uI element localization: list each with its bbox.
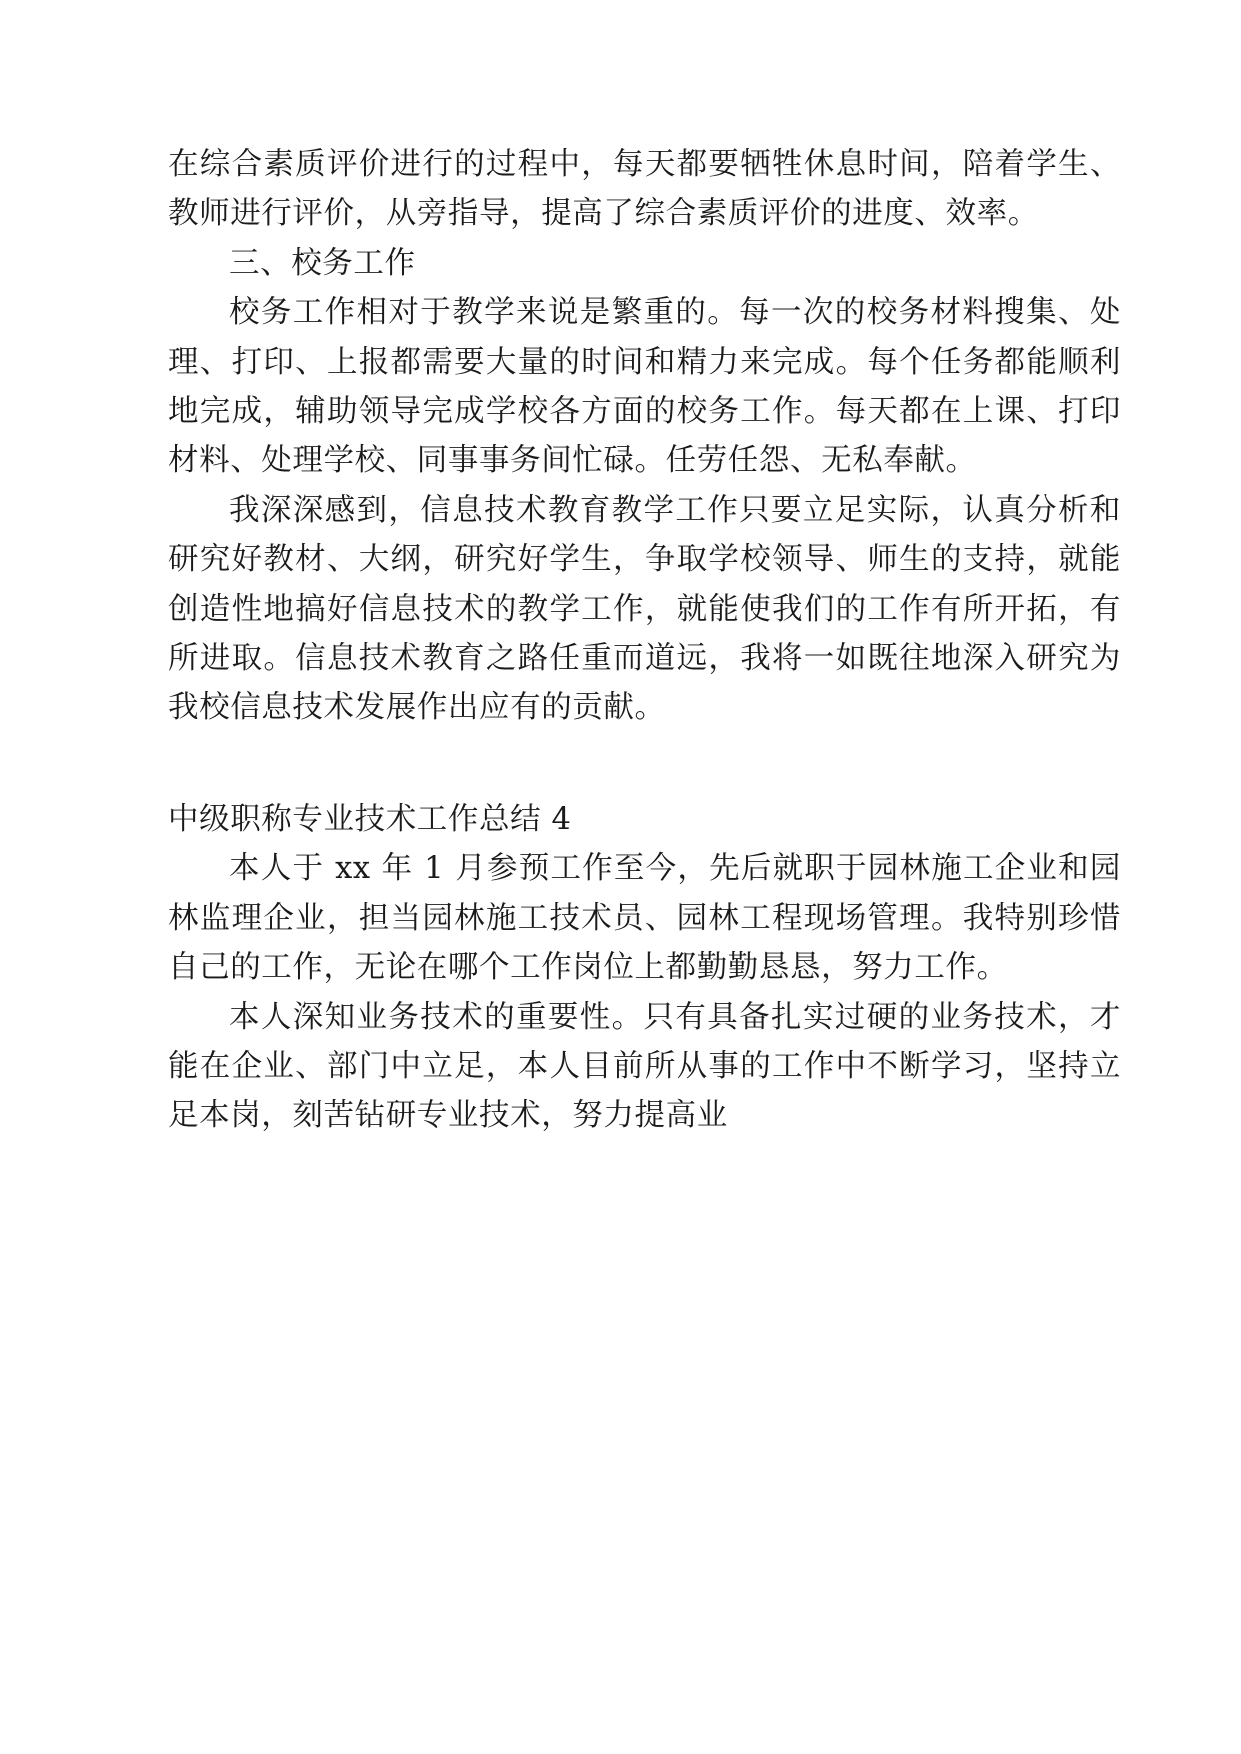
paragraph-career-intro: 本人于 xx 年 1 月参预工作至今，先后就职于园林施工企业和园林监理企业，担当园林施工技术员、园林工程现场管理。我特别珍惜自己的工作，无论在哪个工作岗位上都勤勤恳恳，努力工作。 <box>168 851 1121 986</box>
document-subtitle-four: 中级职称专业技术工作总结 4 <box>168 801 572 837</box>
document-body <box>168 140 1121 1141</box>
paragraph-reflection: 我深深感到，信息技术教育教学工作只要立足实际，认真分析和研究好教材、大纲，研究好学生，争取学校领导、师生的支持，就能创造性地搞好信息技术的教学工作，就能使我们的工作有所开拓，有所进取。信息技术教育之路任重而道远，我将一如既往地深入研究为我校信息技术发展作出应有的贡献。 <box>168 492 1121 726</box>
paragraph-continuation: 在综合素质评价进行的过程中，每天都要牺牲休息时间，陪着学生、教师进行评价，从旁指导，提高了综合素质评价的进度、效率。 <box>168 147 1121 232</box>
section-spacer <box>168 733 1121 795</box>
section-heading-three: 三、校务工作 <box>229 245 416 281</box>
paragraph-technical-skills: 本人深知业务技术的重要性。只有具备扎实过硬的业务技术，才能在企业、部门中立足，本人目前所从事的工作中不断学习，坚持立足本岗，刻苦钻研专业技术，努力提高业 <box>168 999 1121 1134</box>
paragraph-school-affairs: 校务工作相对于教学来说是繁重的。每一次的校务材料搜集、处理、打印、上报都需要大量的时间和精力来完成。每个任务都能顺利地完成，辅助领导完成学校各方面的校务工作。每天都在上课、打印材料、处理学校、同事事务间忙碌。任劳任怨、无私奉献。 <box>168 295 1121 479</box>
